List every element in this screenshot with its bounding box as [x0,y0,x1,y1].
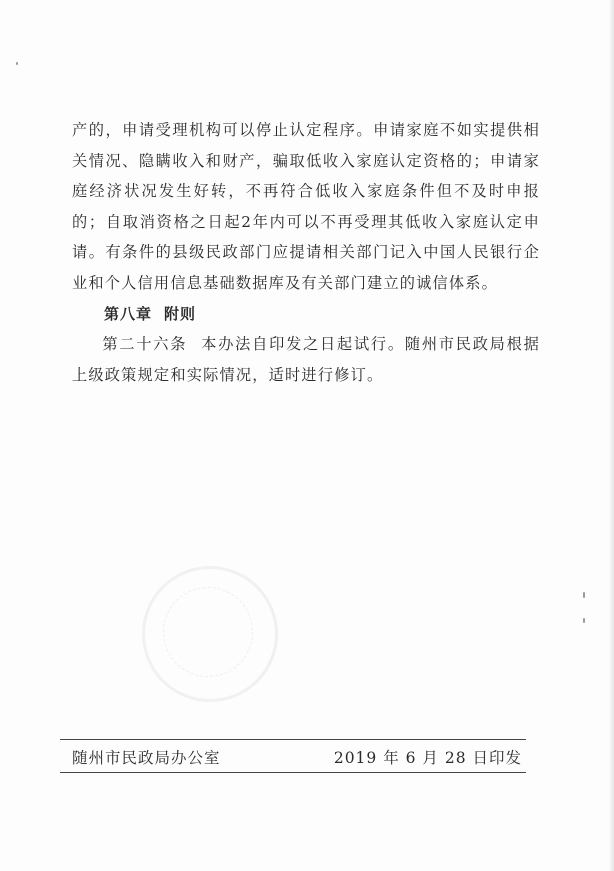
footer-top-rule [60,739,526,740]
chapter-number: 第八章 [104,304,153,323]
article-text: 本办法自印发之日起试行。随州市民政局根据上级政策规定和实际情况，适时进行修订。 [72,335,541,384]
chapter-title: 附则 [164,304,197,323]
continued-paragraph: 产的，申请受理机构可以停止认定程序。申请家庭不如实提供相关情况、隐瞒收入和财产，骗取低收入家庭认定资格的；申请家庭经济状况发生好转，不再符合低收入家庭条件但不及时申报的；自取消资格之日起2年内可以不再受理其低收入家庭认定申请。有条件的县级民政部门应提请相关部门记入中国人民银行企业和个人信用信息基础数据库及有关部门建立的诚信体系。 [72,121,540,292]
official-seal [142,566,278,702]
scan-speck [16,62,18,65]
chapter-heading [72,299,540,330]
article-label: 第二十六条 [102,335,188,354]
footer-bottom-rule [60,772,526,773]
scan-speck [583,618,585,623]
page-edge-shadow [608,0,614,871]
article-paragraph [72,329,540,390]
footer-issuer: 随州市民政局办公室 [72,749,221,767]
footer-date: 2019 年 6 月 28 日印发 [333,749,522,767]
scan-speck [583,592,585,598]
official-seal-inner-ring [163,587,253,677]
document-body [72,115,540,390]
